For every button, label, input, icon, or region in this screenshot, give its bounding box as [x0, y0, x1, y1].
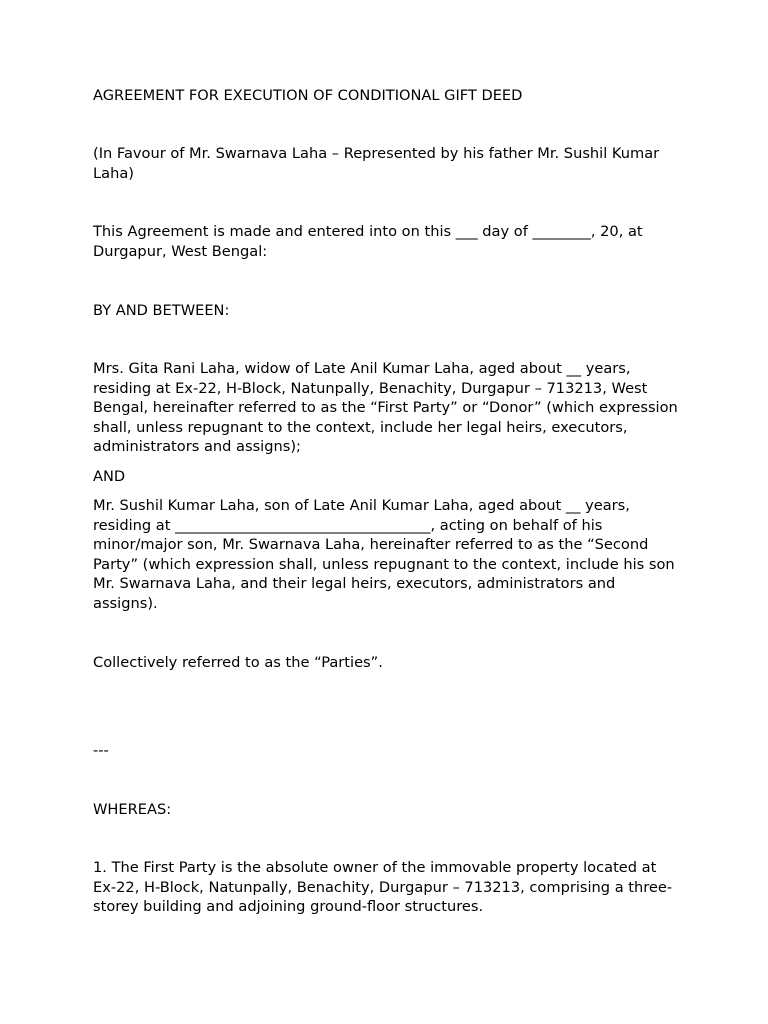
collective-paragraph: Collectively referred to as the “Parties”. [93, 654, 383, 671]
first-party-paragraph: Mrs. Gita Rani Laha, widow of Late Anil Kumar Laha, aged about __ years, residing at Ex-22, H-Block, Natunpally, Benachity, Durgapur – 713213, West Bengal, hereinafter referred to as the “First Party” or “Donor” (which expression shall, unless repugnant to the context, include her legal heirs, executors, administrators and assigns); [93, 360, 678, 456]
between-heading: BY AND BETWEEN: [93, 302, 230, 319]
section-separator: --- [93, 742, 109, 759]
second-party-paragraph: Mr. Sushil Kumar Laha, son of Late Anil Kumar Laha, aged about __ years, residing at ___________________________________, acting on behalf of his minor/major son, Mr. Swarnava Laha, hereinafter referred to as the “Second Party” (which expression shall, unless repugnant to the context, include his son Mr. Swarnava Laha, and their legal heirs, executors, administrators and assigns). [93, 497, 675, 612]
document-title: AGREEMENT FOR EXECUTION OF CONDITIONAL GIFT DEED [93, 87, 523, 104]
document-subtitle: (In Favour of Mr. Swarnava Laha – Represented by his father Mr. Sushil Kumar Laha) [93, 145, 660, 182]
whereas-heading: WHEREAS: [93, 801, 172, 818]
and-word: AND [93, 468, 126, 485]
clause-1-paragraph: 1. The First Party is the absolute owner of the immovable property located at Ex-22, H-Block, Natunpally, Benachity, Durgapur – 713213, comprising a three-storey building and adjoining ground-floor structures. [93, 859, 673, 916]
intro-paragraph: This Agreement is made and entered into on this ___ day of ________, 20, at Durgapur, West Bengal: [93, 223, 643, 260]
